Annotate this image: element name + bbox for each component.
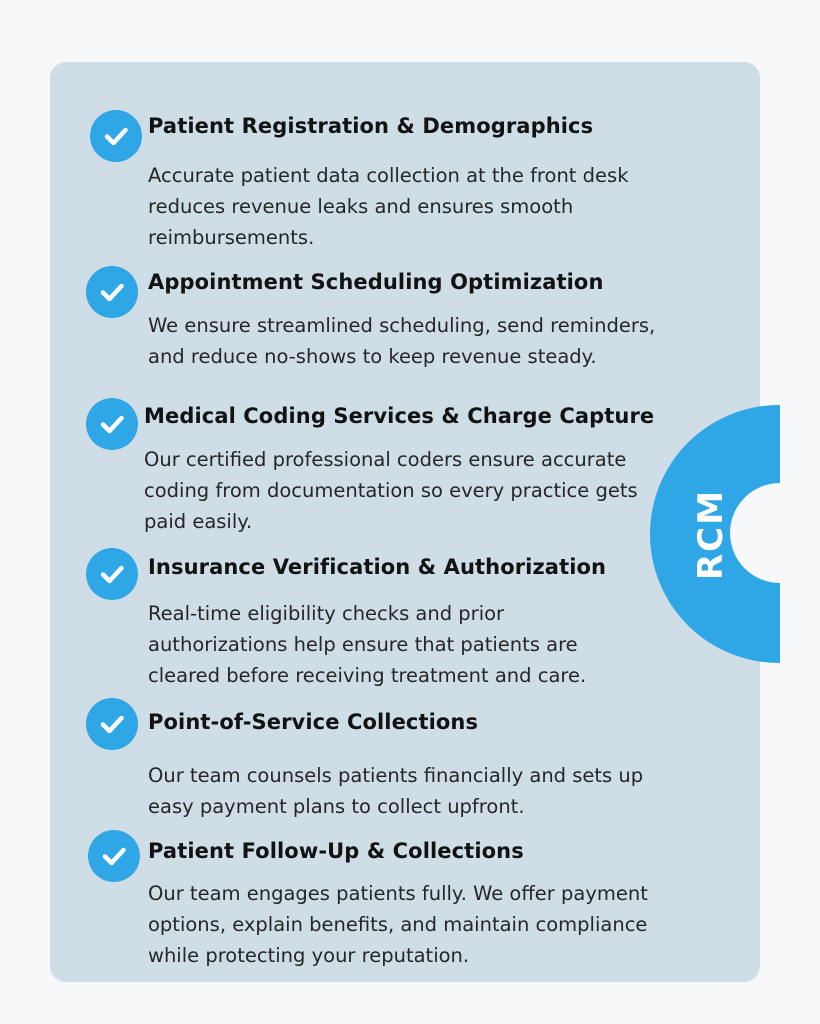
checkmark-icon xyxy=(86,698,138,750)
item-title: Patient Follow-Up & Collections xyxy=(148,839,524,863)
item-description: Our team engages patients fully. We offer payment options, explain benefits, and maintain compliance while protecting your reputation. xyxy=(148,882,648,967)
item-title: Appointment Scheduling Optimization xyxy=(148,270,604,294)
checkmark-icon xyxy=(88,830,140,882)
checkmark-icon xyxy=(86,548,138,600)
item-description: We ensure streamlined scheduling, send reminders, and reduce no-shows to keep revenue steady. xyxy=(148,314,656,368)
item-description: Real-time eligibility checks and prior authorizations help ensure that patients are cleared before receiving treatment and care. xyxy=(148,602,587,687)
rcm-tab-label: RCM xyxy=(691,489,731,580)
rcm-tab xyxy=(650,405,780,663)
item-description: Accurate patient data collection at the front desk reduces revenue leaks and ensures smooth reimbursements. xyxy=(148,164,629,249)
item-title: Insurance Verification & Authorization xyxy=(148,555,607,579)
item-title: Medical Coding Services & Charge Capture xyxy=(144,404,655,428)
item-title: Patient Registration & Demographics xyxy=(148,114,594,138)
checkmark-icon xyxy=(86,266,138,318)
item-description: Our certified professional coders ensure accurate coding from documentation so every practice gets paid easily. xyxy=(144,448,638,533)
item-title: Point-of-Service Collections xyxy=(148,710,479,734)
checkmark-icon xyxy=(86,398,138,450)
item-description: Our team counsels patients financially and sets up easy payment plans to collect upfront. xyxy=(148,764,644,818)
checkmark-icon xyxy=(90,110,142,162)
